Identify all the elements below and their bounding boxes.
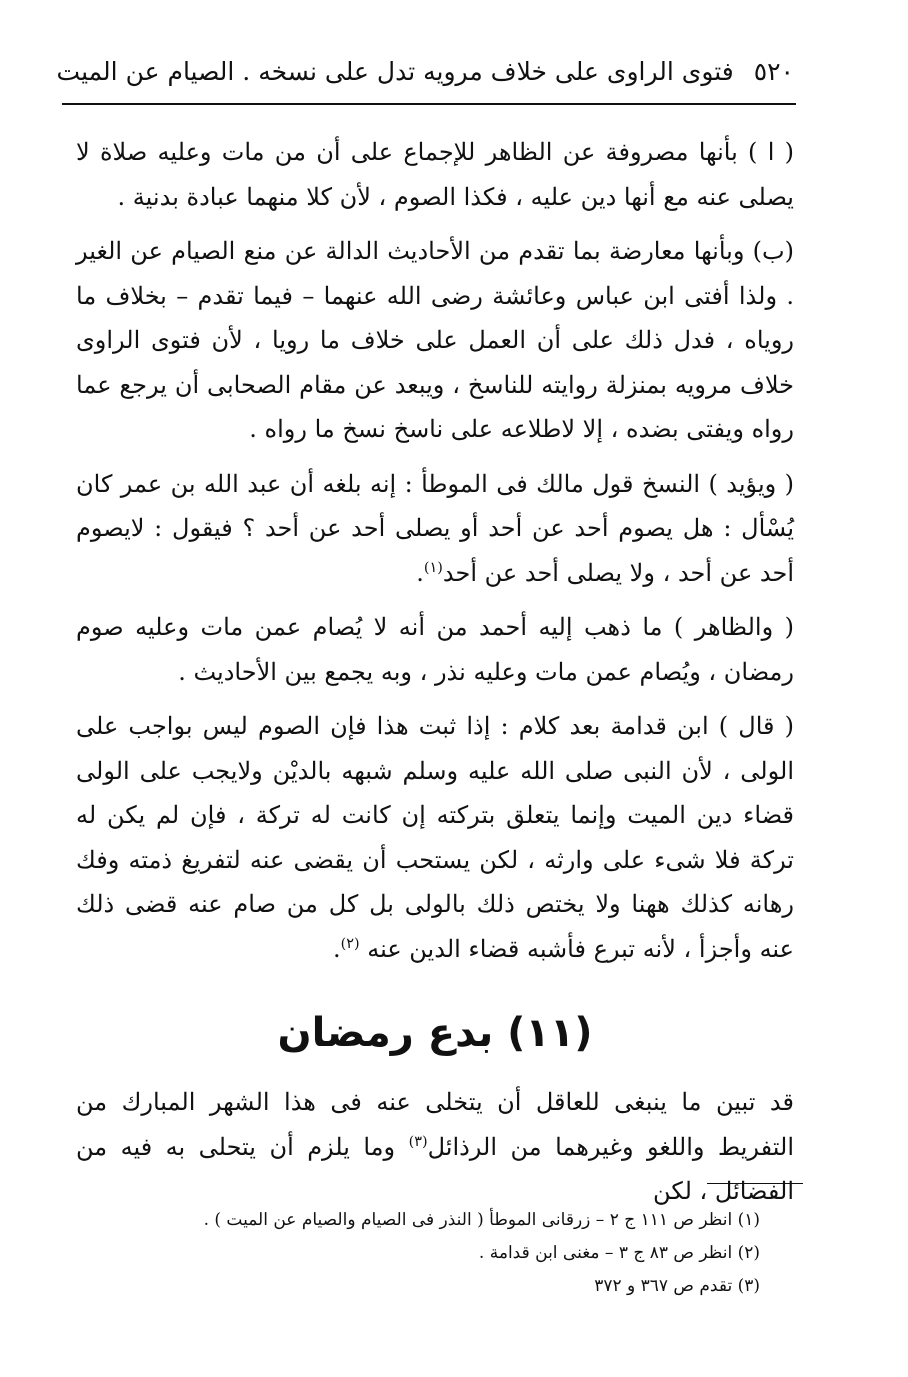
- paragraph-ahmad: ( والظاهر ) ما ذهب إليه أحمد من أنه لا يُصام عمن مات وعليه صوم رمضان ، ويُصام عمن مات وعليه نذر ، وبه يجمع بين الأحاديث .: [76, 613, 794, 686]
- footnote-separator: [707, 1183, 803, 1184]
- paragraph-malik: ( ويؤيد ) النسخ قول مالك فى الموطأ : إنه بلغه أن عبد الله بن عمر كان يُسْأل : هل يصوم أحد عن أحد أو يصلى أحد عن أحد ؟ فيقول : لايصوم أحد عن أحد ، ولا يصلى أحد عن أحد$^{(١)}$.: [76, 469, 794, 587]
- running-title: فتوى الراوى على خلاف مرويه تدل على نسخه . الصيام عن الميت: [56, 57, 734, 86]
- section-intro: قد تبين ما ينبغى للعاقل أن يتخلى عنه فى هذا الشهر المبارك من التفريط واللغو وغيرهما من الرذائل$^{(٣)}$ وما يلزم أن يتحلى به فيه من الفضائل ، لكن: [76, 1088, 795, 1205]
- footnote-1: (١) انظر ص ١١١ ج ٢ – زرقانى الموطأ ( النذر فى الصيام والصيام عن الميت ) .: [203, 1210, 760, 1230]
- paragraph-a: ( ا ) بأنها مصروفة عن الظاهر للإجماع على أن من مات وعليه صلاة لا يصلى عنه مع أنها دين عليه ، فكذا الصوم ، لأن كلا منهما عبادة بدنية .: [76, 138, 794, 211]
- footnote-ref-2: (٢): [340, 935, 360, 952]
- section-heading: (١١) بدع رمضان: [277, 1010, 593, 1056]
- footnote-ref-1: (١): [423, 559, 443, 576]
- paragraph-b: (ب) وبأنها معارضة بما تقدم من الأحاديث الدالة عن منع الصيام عن الغير . ولذا أفتى ابن عباس وعائشة رضى الله عنهما – فيما تقدم – بخلاف ما روياه ، فدل ذلك على أن العمل على خلاف ما رويا ، لأن فتوى الراوى خلاف مرويه بمنزلة روايته للناسخ ، ويبعد عن مقام الصحابى أن يرجع عما رواه ويفتى بضده ، إلا لاطلاعه على ناسخ نسخ ما رواه .: [76, 237, 794, 443]
- footnotes: [203, 1204, 760, 1303]
- page-number: ٥٢٠: [753, 57, 794, 86]
- footnote-ref-3: (٣): [408, 1133, 428, 1150]
- paragraph-ibn-qudama: ( قال ) ابن قدامة بعد كلام : إذا ثبت هذا فإن الصوم ليس بواجب على الولى ، لأن النبى صلى الله عليه وسلم شبهه بالديْن ولايجب على الولى قضاء دين الميت وإنما يتعلق بتركته إن كانت له تركة ، فإن لم يكن له تركة فلا شىء على وارثه ، لكن يستحب أن يقضى عنه لتفريغ ذمته وفك رهانه كذلك ههنا ولا يختص ذلك بالولى بل كل من صام عنه قضى ذلك عنه وأجزأ ، لأنه تبرع فأشبه قضاء الدين عنه $^{(٢)}$.: [76, 712, 794, 963]
- running-header: [56, 52, 794, 92]
- header-rule: [62, 103, 796, 105]
- footnote-3: (٣) تقدم ص ٣٦٧ و ٣٧٢: [594, 1276, 760, 1296]
- body-text: [76, 130, 794, 971]
- footnote-2: (٢) انظر ص ٨٣ ج ٣ – مغنى ابن قدامة .: [478, 1243, 760, 1263]
